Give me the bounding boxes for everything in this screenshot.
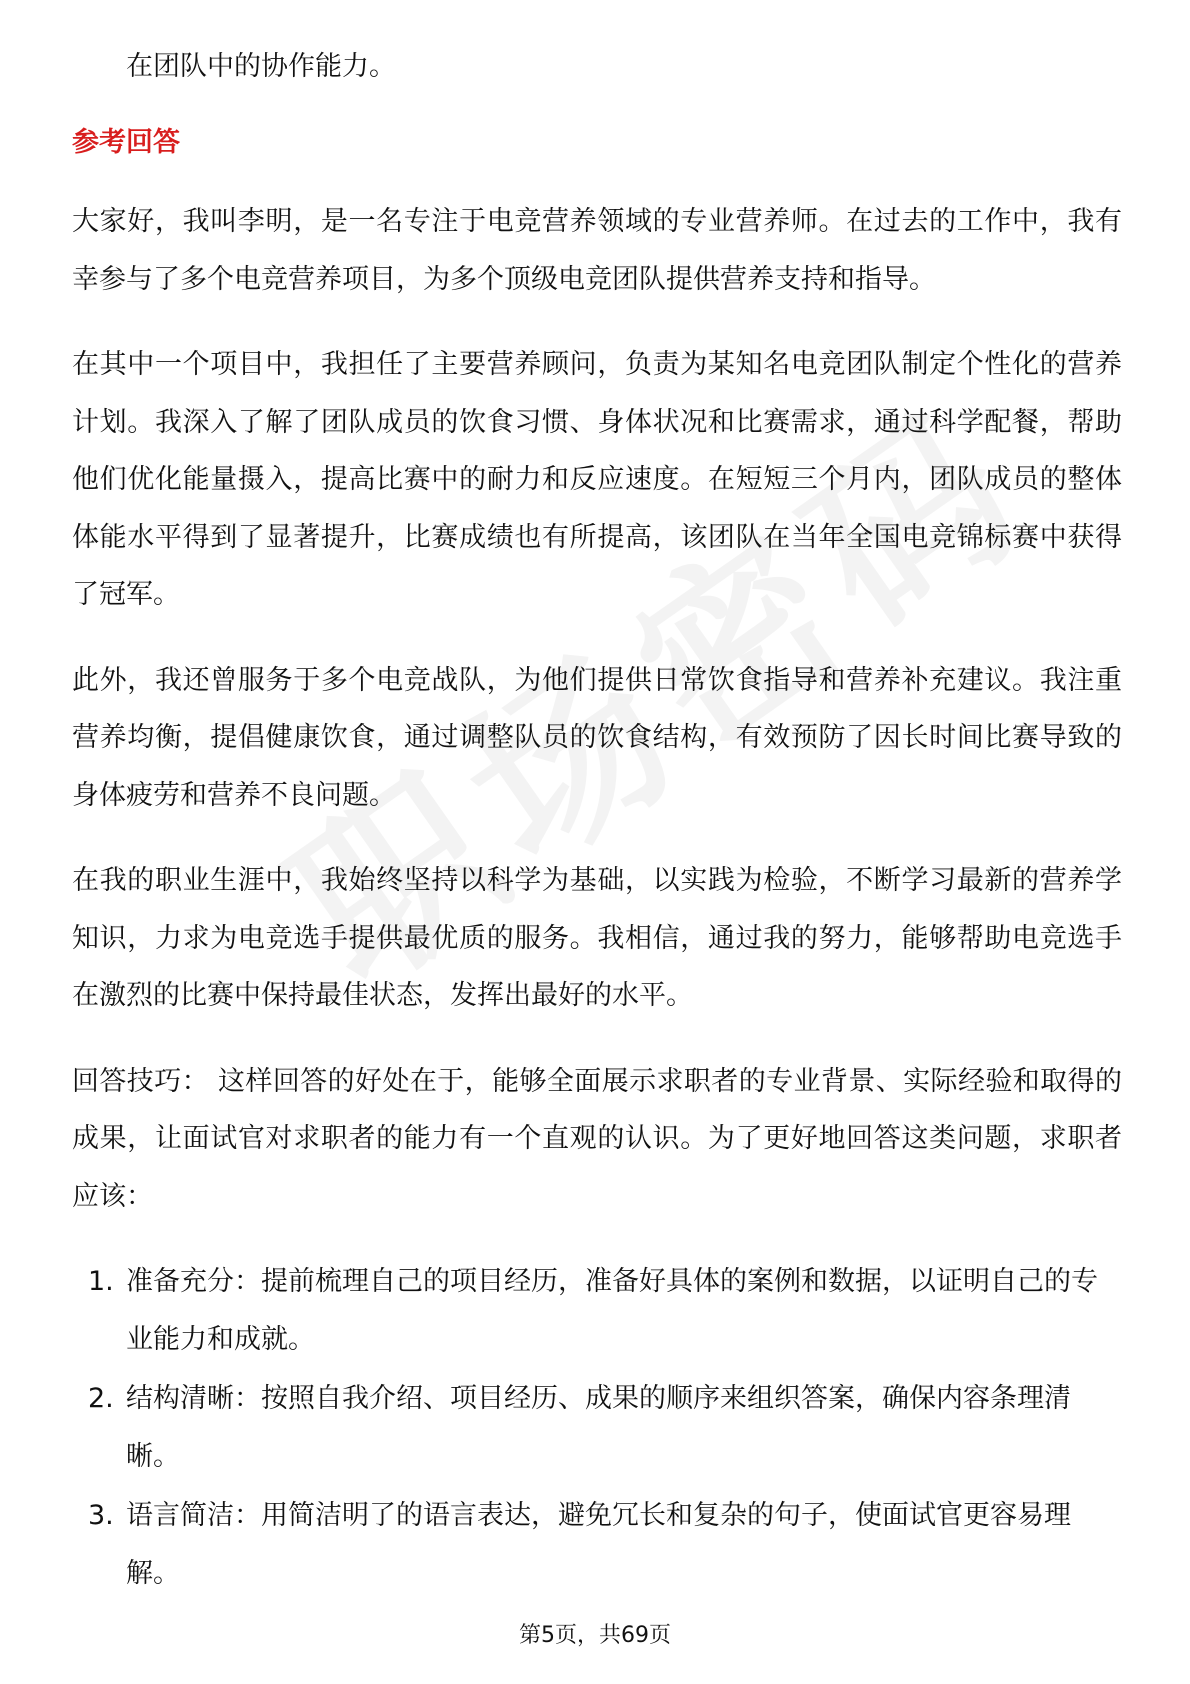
list-number: 1. [88,1266,114,1297]
tips-list [72,1253,1122,1602]
list-text: 语言简洁：用简洁明了的语言表达，避免冗长和复杂的句子，使面试官更容易理解。 [126,1500,1071,1589]
list-item [72,1487,1122,1602]
list-text: 准备充分：提前梳理自己的项目经历，准备好具体的案例和数据，以证明自己的专业能力和成就。 [126,1266,1098,1355]
list-text: 结构清晰：按照自我介绍、项目经历、成果的顺序来组织答案，确保内容条理清晰。 [126,1383,1071,1472]
paragraph-intro: 大家好，我叫李明，是一名专注于电竞营养领域的专业营养师。在过去的工作中，我有幸参与了多个电竞营养项目，为多个顶级电竞团队提供营养支持和指导。 [72,206,1122,295]
list-item [72,1370,1122,1485]
paragraph-service: 此外，我还曾服务于多个电竞战队，为他们提供日常饮食指导和营养补充建议。我注重营养均衡，提倡健康饮食，通过调整队员的饮食结构，有效预防了因长时间比赛导致的身体疲劳和营养不良问题。 [72,664,1122,811]
section-heading: 参考回答 [72,126,180,158]
paragraph-project: 在其中一个项目中，我担任了主要营养顾问，负责为某知名电竞团队制定个性化的营养计划。我深入了解了团队成员的饮食习惯、身体状况和比赛需求，通过科学配餐，帮助他们优化能量摄入，提高比赛中的耐力和反应速度。在短短三个月内，团队成员的整体体能水平得到了显著提升，比赛成绩也有所提高，该团队在当年全国电竞锦标赛中获得了冠军。 [72,349,1122,610]
paragraph-career: 在我的职业生涯中，我始终坚持以科学为基础，以实践为检验，不断学习最新的营养学知识，力求为电竞选手提供最优质的服务。我相信，通过我的努力，能够帮助电竞选手在激烈的比赛中保持最佳状态，发挥出最好的水平。 [72,865,1122,1011]
list-item [72,1253,1122,1368]
page-number-footer: 第5页，共69页 [519,1623,671,1648]
list-number: 3. [88,1500,114,1531]
continued-paragraph: 在团队中的协作能力。 [126,51,396,82]
list-number: 2. [88,1383,114,1414]
paragraph-tips-intro: 回答技巧： 这样回答的好处在于，能够全面展示求职者的专业背景、实际经验和取得的成果，让面试官对求职者的能力有一个直观的认识。为了更好地回答这类问题，求职者应该： [72,1065,1122,1212]
page-content [72,38,1122,1604]
